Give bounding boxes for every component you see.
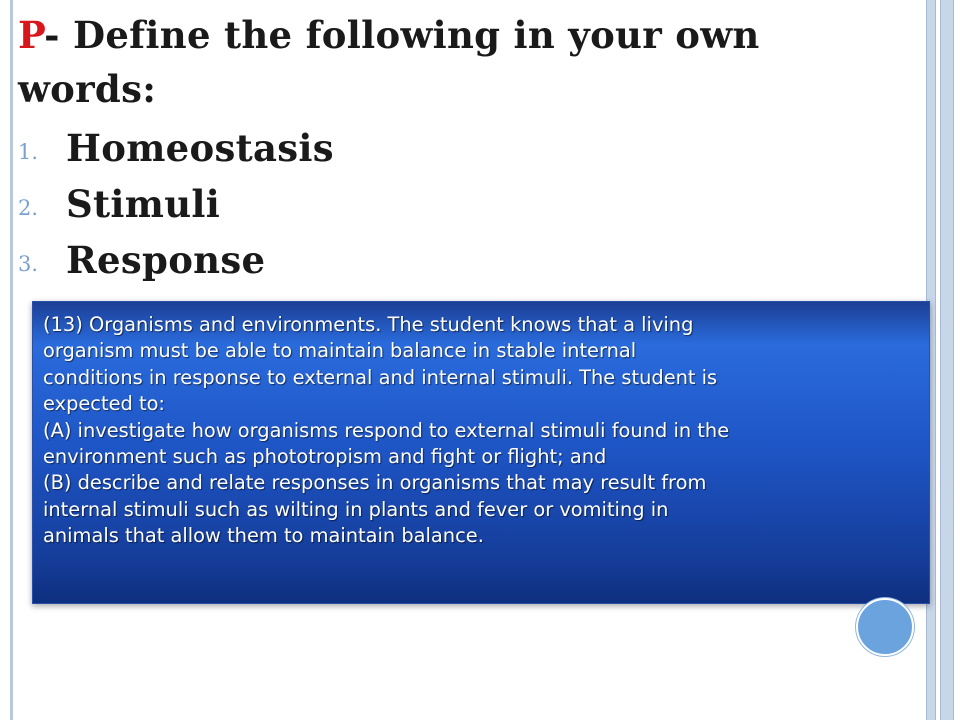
standard-line: internal stimuli such as wilting in plants and fever or vomiting in: [43, 497, 669, 521]
list-item-number: 3.: [18, 252, 39, 276]
list-item-label: Response: [66, 238, 266, 282]
slide-left-frame-line: [10, 0, 13, 720]
slide-title: [18, 8, 898, 116]
list-item-label: Homeostasis: [66, 126, 334, 170]
standard-line: (13) Organisms and environments. The student knows that a living: [43, 313, 694, 336]
standard-line: environment such as phototropism and fight or flight; and: [43, 445, 607, 469]
standard-line: (B) describe and relate responses in organisms that may result from: [43, 471, 707, 495]
list-item: [18, 232, 334, 288]
list-item: [18, 120, 334, 176]
decorative-circle: [856, 598, 914, 656]
frame-bar: [940, 0, 954, 720]
list-item-number: 1.: [18, 140, 39, 164]
title-accent-letter: P: [18, 13, 45, 57]
standard-line: expected to:: [43, 392, 165, 416]
standard-line: conditions in response to external and internal stimuli. The student is: [43, 365, 718, 389]
standard-text-box: [32, 301, 930, 604]
standard-line: animals that allow them to maintain balance.: [43, 524, 484, 548]
term-list: [18, 120, 334, 288]
standard-line: organism must be able to maintain balance in stable internal: [43, 339, 637, 363]
title-text: - Define the following in your own words:: [18, 13, 760, 111]
list-item: [18, 176, 334, 232]
standard-line: (A) investigate how organisms respond to external stimuli found in the: [43, 418, 730, 442]
list-item-label: Stimuli: [66, 182, 221, 226]
list-item-number: 2.: [18, 196, 39, 220]
